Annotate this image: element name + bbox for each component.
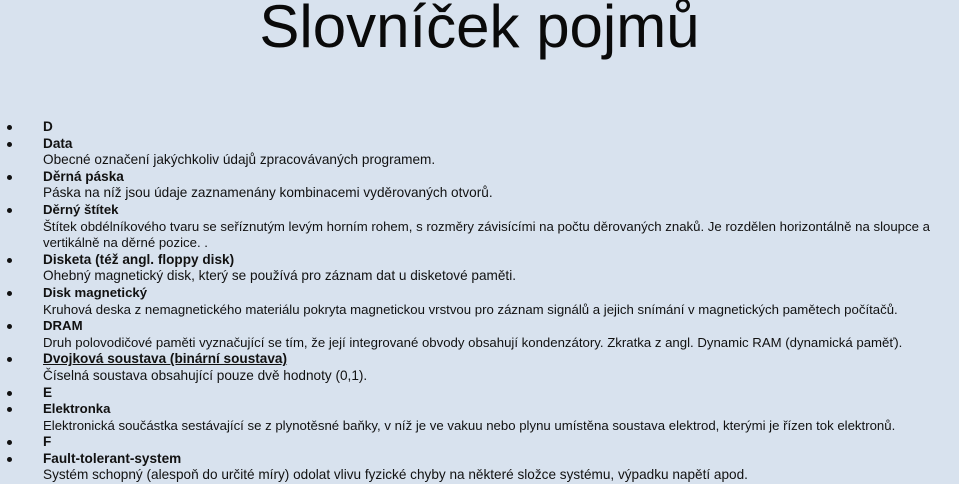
- page-title: Slovníček pojmů: [259, 0, 700, 60]
- bullet-icon: [7, 291, 12, 296]
- glossary-list: [0, 119, 959, 484]
- glossary-entry-derna-paska: [0, 169, 959, 202]
- bullet-icon: [7, 208, 12, 213]
- glossary-entry-dram: [0, 318, 959, 351]
- glossary-entry-e-header: [0, 385, 959, 402]
- entry-definition: Páska na níž jsou údaje zaznamenány kombinacemi vyděrovaných otvorů.: [43, 185, 493, 201]
- bullet-icon: [7, 142, 12, 147]
- glossary-entry-disketa: [0, 252, 959, 285]
- bullet-icon: [7, 125, 12, 130]
- entry-term: Disketa (též angl. floppy disk): [43, 251, 235, 267]
- entry-term: Data: [43, 135, 73, 151]
- entry-term: Dvojková soustava (binární soustava): [43, 351, 288, 367]
- entry-term: E: [43, 384, 53, 400]
- bullet-icon: [7, 440, 12, 445]
- entry-term: F: [43, 434, 52, 450]
- entry-term: Děrná páska: [43, 168, 124, 184]
- glossary-entry-dvojkova-soustava: [0, 351, 959, 384]
- entry-definition: Systém schopný (alespoň do určité míry) odolat vlivu fyzické chyby na některé složce systému, výpadku napětí apod.: [43, 467, 748, 483]
- glossary-entry-fault-tolerant: [0, 451, 959, 484]
- entry-definition: Kruhová deska z nemagnetického materiálu pokryta magnetickou vrstvou pro záznam signálů a jejich snímání v magnetických pamětech počítačů.: [43, 301, 898, 317]
- bullet-icon: [7, 407, 12, 412]
- bullet-icon: [7, 357, 12, 362]
- entry-definition: Druh polovodičové paměti vyznačující se tím, že její integrované obvody obsahují kondenzátory. Zkratka z angl. Dynamic RAM (dynamická paměť).: [43, 334, 903, 350]
- bullet-icon: [7, 258, 12, 263]
- entry-definition: Elektronická součástka sestávající se z plynotěsné baňky, v níž je ve vakuu nebo plynu umístěna soustava elektrod, kterými je řízen tok elektronů.: [43, 417, 896, 433]
- entry-term: D: [43, 119, 53, 134]
- entry-definition: Číselná soustava obsahující pouze dvě hodnoty (0,1).: [43, 367, 368, 383]
- entry-definition: Štítek obdélníkového tvaru se seříznutým levým horním rohem, s rozměry závisícími na počtu děrovaných znaků. Je rozdělen horizontálně na sloupce a vertikálně na děrné pozice. .: [43, 218, 930, 251]
- glossary-entry-derny-stitek: [0, 202, 959, 252]
- bullet-icon: [7, 175, 12, 180]
- entry-term: Děrný štítek: [43, 201, 119, 217]
- glossary-entry-data: [0, 136, 959, 169]
- entry-term: Disk magnetický: [43, 284, 148, 300]
- glossary-entry-disk-magneticky: [0, 285, 959, 318]
- glossary-entry-d-header: [0, 119, 959, 136]
- entry-term: Elektronka: [43, 401, 111, 417]
- bullet-icon: [7, 324, 12, 329]
- bullet-icon: [7, 457, 12, 462]
- glossary-entry-elektronka: [0, 401, 959, 434]
- entry-term: DRAM: [43, 318, 83, 334]
- entry-definition: Obecné označení jakýchkoliv údajů zpracovávaných programem.: [43, 152, 436, 168]
- bullet-icon: [7, 391, 12, 396]
- entry-definition: Ohebný magnetický disk, který se používá pro záznam dat u disketové paměti.: [43, 268, 516, 284]
- glossary-entry-f-header: [0, 434, 959, 451]
- entry-term: Fault-tolerant-system: [43, 450, 182, 466]
